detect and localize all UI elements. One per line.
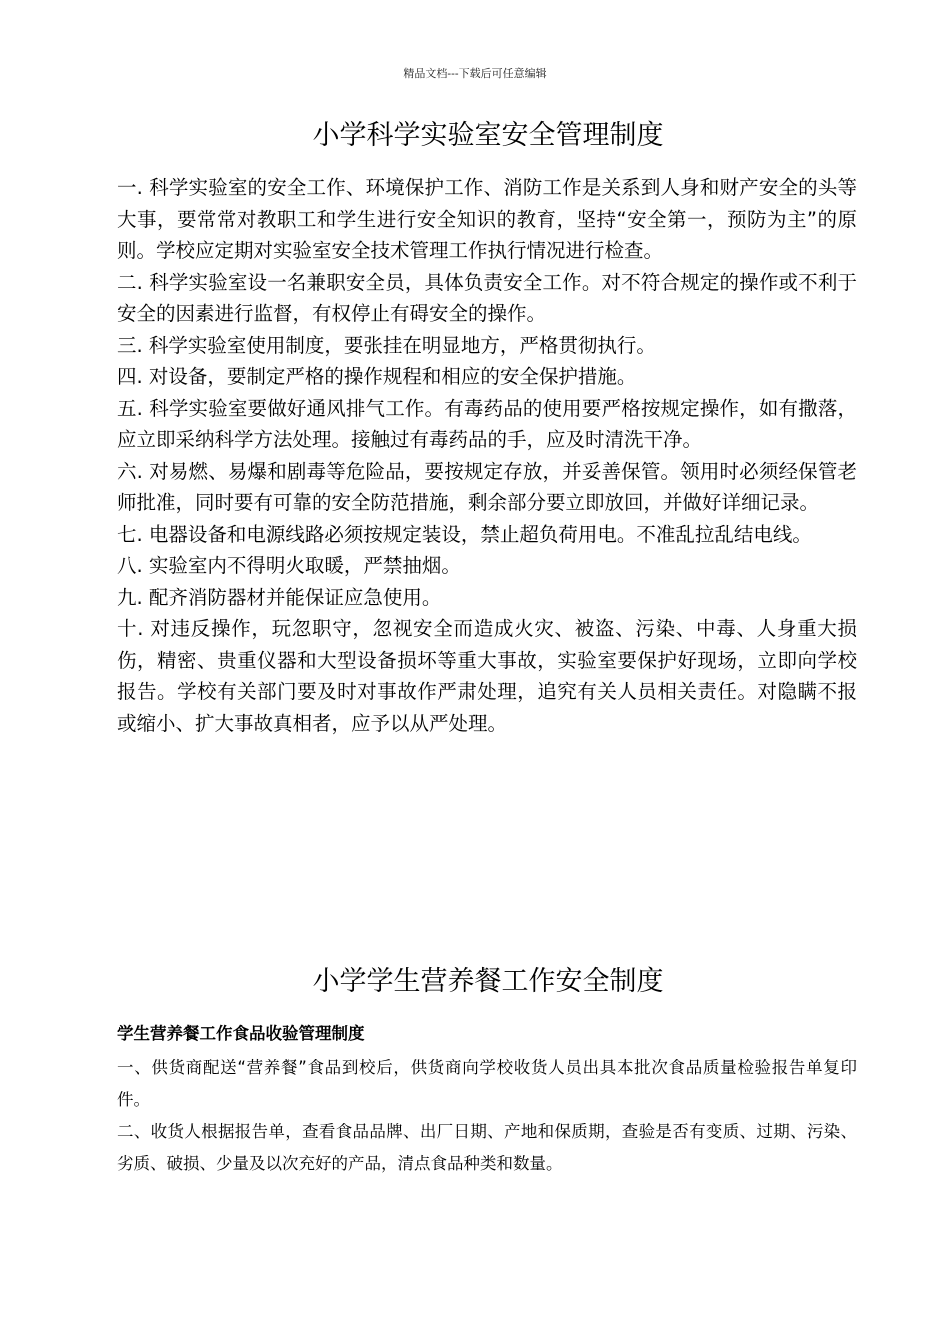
document-title-lab-safety: 小学科学实验室安全管理制度 (312, 120, 664, 151)
meal-rule-paragraph-1: 一、供货商配送“营养餐”食品到校后，供货商向学校收货人员出具本批次食品质量检验报告单复印件。 (117, 1058, 857, 1109)
section-subheading: 学生营养餐工作食品收验管理制度 (117, 1024, 365, 1043)
rule-paragraph-5: 五. 科学实验室要做好通风排气工作。有毒药品的使用要严格按规定操作，如有撒落，应立即采纳科学方法处理。接触过有毒药品的手，应及时清洗干净。 (117, 396, 857, 451)
rule-paragraph-1: 一. 科学实验室的安全工作、环境保护工作、消防工作是关系到人身和财产安全的头等大事，要常常对教职工和学生进行安全知识的教育，坚持“安全第一，预防为主”的原则。学校应定期对实验室安全技术管理工作执行情况进行检查。 (117, 176, 857, 262)
page-header: 精品文档---下载后可任意编辑 (403, 67, 547, 80)
document-title-nutrition-meal: 小学学生营养餐工作安全制度 (312, 966, 664, 997)
rule-paragraph-7: 七. 电器设备和电源线路必须按规定装设，禁止超负荷用电。不准乱拉乱结电线。 (117, 522, 812, 546)
rule-paragraph-8: 八. 实验室内不得明火取暖，严禁抽烟。 (117, 554, 461, 577)
meal-rule-paragraph-2: 二、收货人根据报告单，查看食品品牌、出厂日期、产地和保质期，查验是否有变质、过期、污染、劣质、破损、少量及以次充好的产品，清点食品种类和数量。 (117, 1122, 857, 1173)
rule-paragraph-4: 四. 对设备，要制定严格的操作规程和相应的安全保护措施。 (117, 365, 637, 388)
rule-paragraph-6: 六. 对易燃、易爆和剧毒等危险品，要按规定存放，并妥善保管。领用时必须经保管老师批准，同时要有可靠的安全防范措施，剩余部分要立即放回，并做好详细记录。 (117, 459, 857, 514)
rule-paragraph-10: 十. 对违反操作，玩忽职守，忽视安全而造成火灾、被盗、污染、中毒、人身重大损伤，精密、贵重仪器和大型设备损坏等重大事故，实验室要保护好现场，立即向学校报告。学校有关部门要及时对事故作严肃处理，追究有关人员相关责任。对隐瞒不报或缩小、扩大事故真相者，应予以从严处理。 (117, 617, 857, 735)
rule-paragraph-3: 三. 科学实验室使用制度，要张挂在明显地方，严格贯彻执行。 (117, 333, 656, 357)
rule-paragraph-2: 二. 科学实验室设一名兼职安全员，具体负责安全工作。对不符合规定的操作或不利于安全的因素进行监督，有权停止有碍安全的操作。 (117, 270, 857, 325)
lab-safety-rules (117, 172, 857, 739)
nutrition-meal-rules (117, 1020, 857, 1180)
rule-paragraph-9: 九. 配齐消防器材并能保证应急使用。 (117, 585, 442, 609)
